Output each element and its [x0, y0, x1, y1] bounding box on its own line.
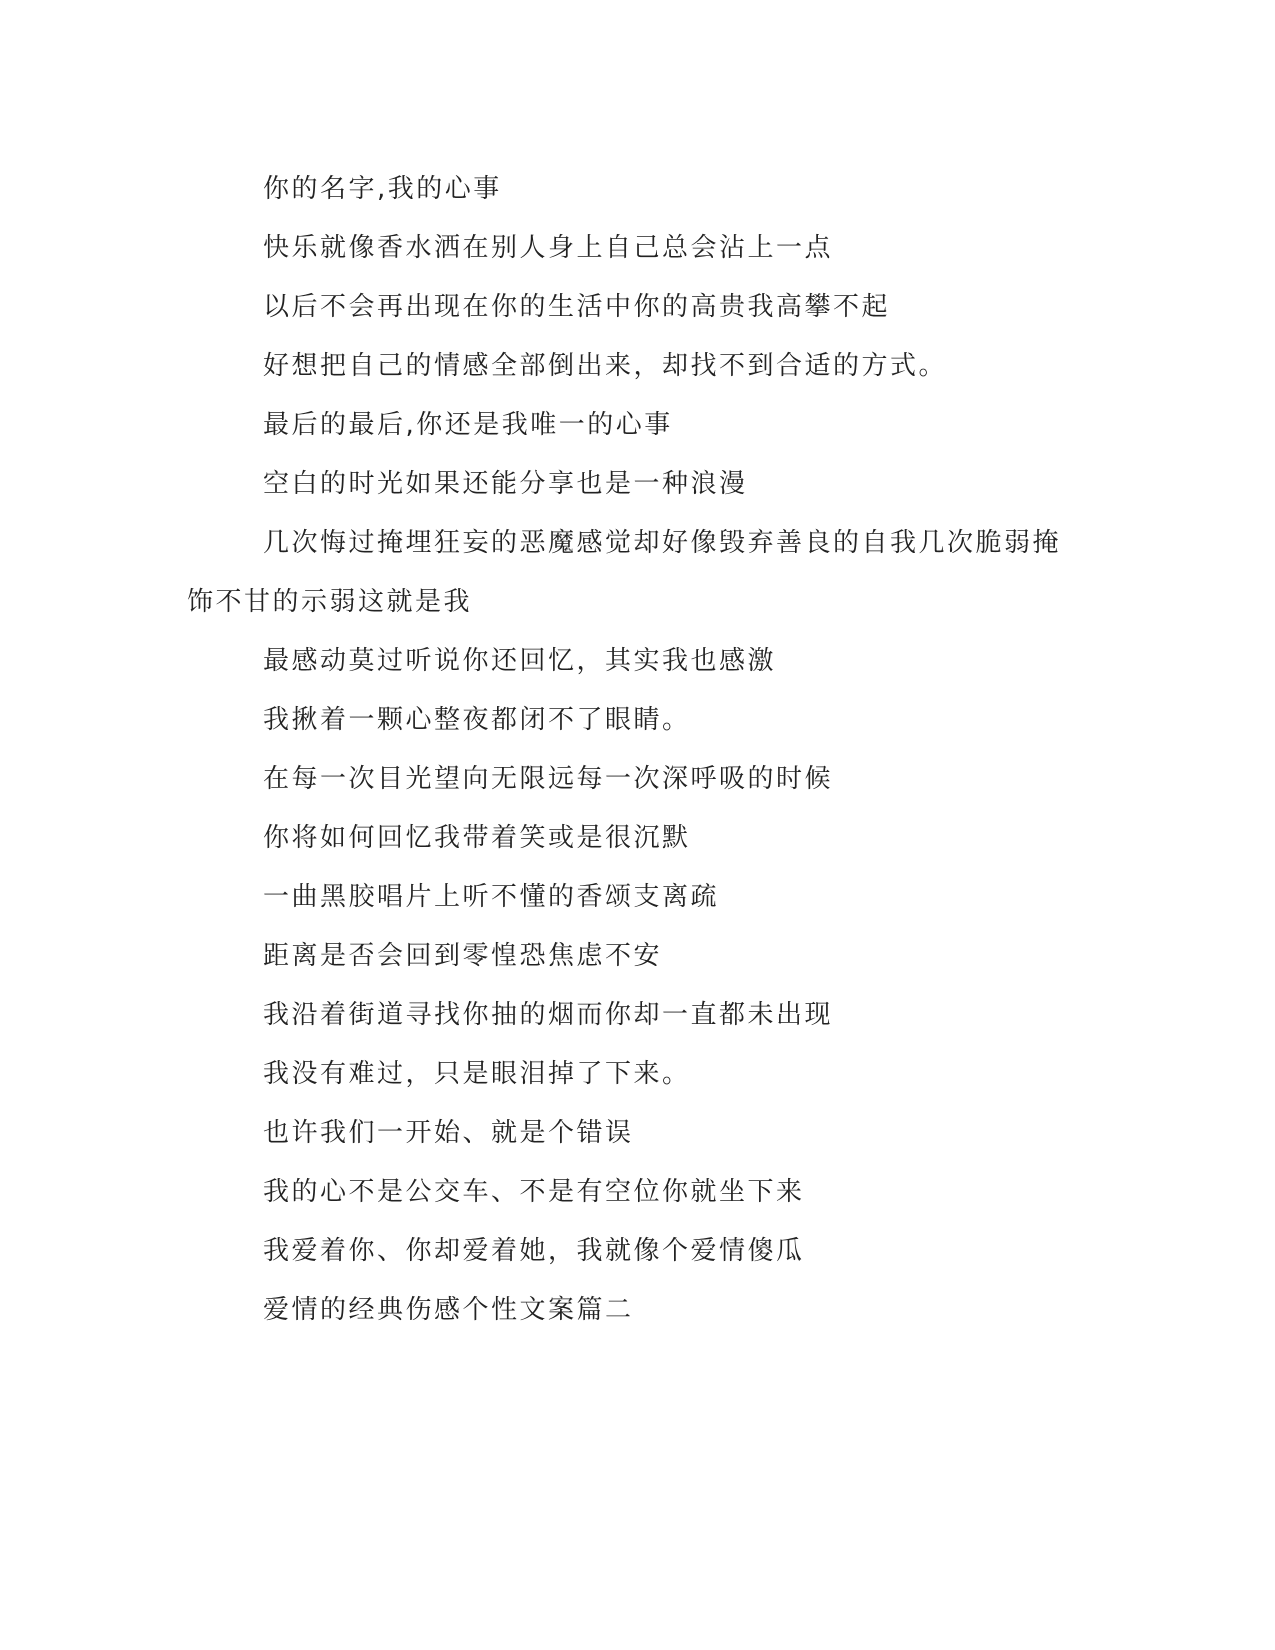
document-body [187, 160, 1087, 1340]
paragraph: 你的名字,我的心事 [263, 174, 502, 204]
paragraph: 我沿着街道寻找你抽的烟而你却一直都未出现 [263, 1000, 834, 1030]
paragraph: 爱情的经典伤感个性文案篇二 [263, 1295, 634, 1325]
paragraph: 以后不会再出现在你的生活中你的高贵我高攀不起 [263, 292, 891, 322]
paragraph: 也许我们一开始、就是个错误 [263, 1118, 634, 1148]
paragraph: 你将如何回忆我带着笑或是很沉默 [263, 823, 691, 853]
paragraph: 一曲黑胶唱片上听不懂的香颂支离疏 [263, 882, 720, 912]
paragraph: 我的心不是公交车、不是有空位你就坐下来 [263, 1177, 805, 1207]
paragraph: 最感动莫过听说你还回忆，其实我也感激 [263, 646, 777, 676]
paragraph: 好想把自己的情感全部倒出来，却找不到合适的方式。 [263, 351, 948, 381]
paragraph: 距离是否会回到零惶恐焦虑不安 [263, 941, 663, 971]
paragraph: 我揪着一颗心整夜都闭不了眼睛。 [263, 705, 691, 735]
paragraph: 最后的最后,你还是我唯一的心事 [263, 410, 673, 440]
paragraph: 我爱着你、你却爱着她，我就像个爱情傻瓜 [263, 1236, 805, 1266]
paragraph: 在每一次目光望向无限远每一次深呼吸的时候 [263, 764, 834, 794]
paragraph: 空白的时光如果还能分享也是一种浪漫 [263, 469, 748, 499]
paragraph: 快乐就像香水洒在别人身上自己总会沾上一点 [263, 233, 834, 263]
paragraph: 几次悔过掩埋狂妄的恶魔感觉却好像毁弃善良的自我几次脆弱掩饰不甘的示弱这就是我 [187, 528, 1062, 617]
paragraph: 我没有难过，只是眼泪掉了下来。 [263, 1059, 691, 1089]
